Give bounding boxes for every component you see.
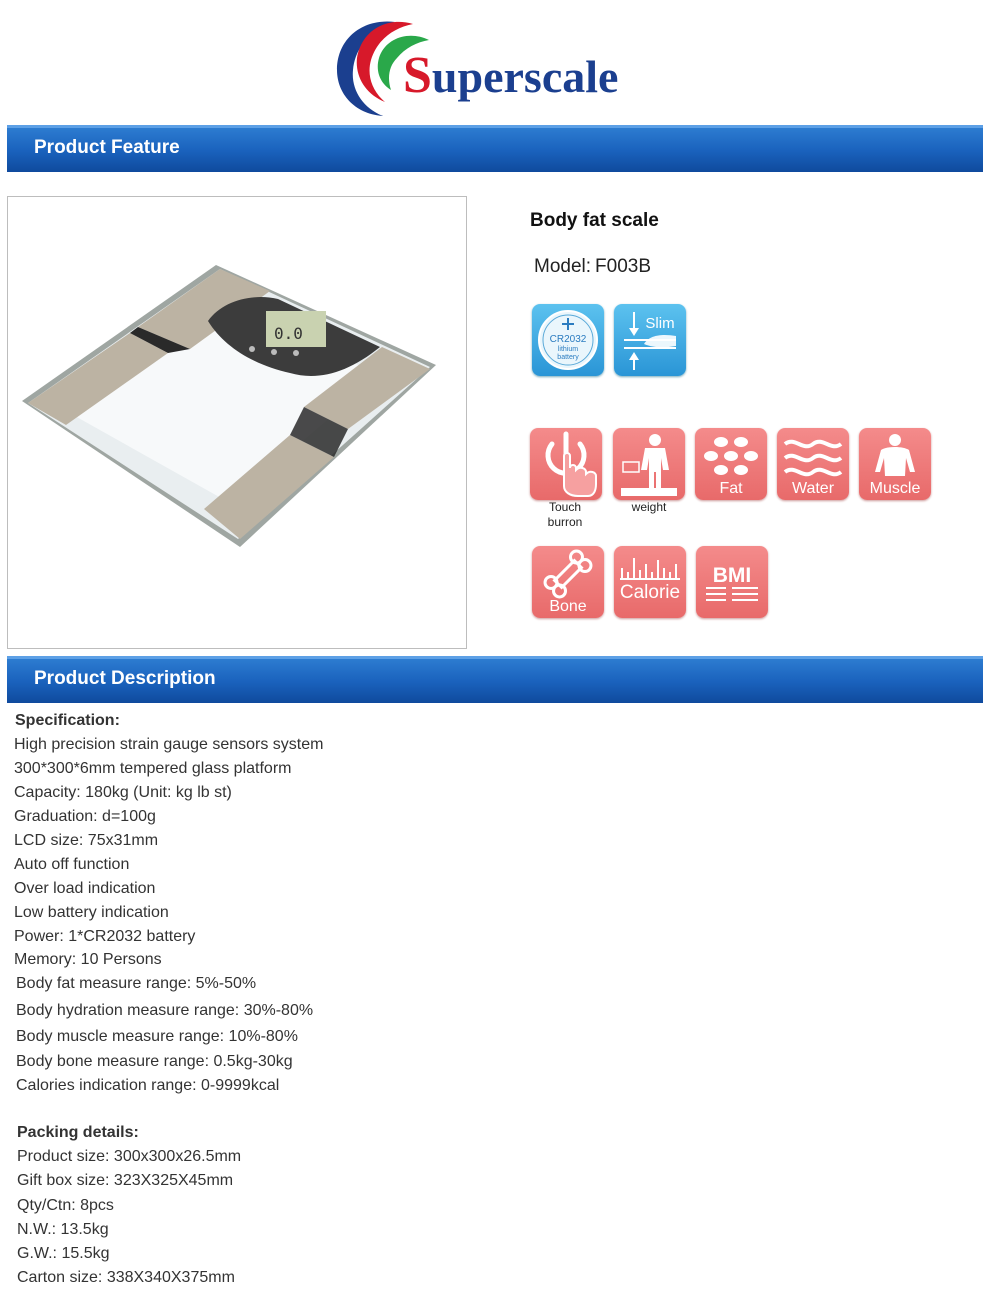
spec-line: Body bone measure range: 0.5kg-30kg — [16, 1053, 293, 1070]
bmi-icon — [696, 546, 768, 618]
calorie-label: Calorie — [619, 582, 681, 603]
packing-line: N.W.: 13.5kg — [17, 1221, 109, 1238]
spec-line: LCD size: 75x31mm — [14, 832, 159, 849]
touch-icon — [530, 428, 602, 500]
water-label: Water — [791, 480, 835, 497]
product-description-header — [7, 656, 983, 703]
weight-icon — [613, 428, 685, 500]
product-title: Body fat scale — [530, 210, 659, 231]
svg-text:battery: battery — [557, 354, 579, 361]
weight-caption: weight — [631, 500, 667, 514]
packing-heading: Packing details: — [17, 1124, 139, 1141]
battery-icon — [532, 304, 604, 376]
packing-line: G.W.: 15.5kg — [17, 1245, 110, 1262]
bone-label: Bone — [549, 598, 587, 615]
lcd-reading: 0.0 — [274, 324, 303, 343]
touch-button-badge — [530, 428, 602, 500]
fat-label: Fat — [719, 480, 743, 497]
spec-line: 300*300*6mm tempered glass platform — [14, 760, 292, 777]
battery-badge — [532, 304, 604, 376]
touch-caption: Touch burron — [547, 500, 583, 529]
spec-line: Body muscle measure range: 10%-80% — [16, 1028, 298, 1045]
slim-icon — [614, 304, 686, 376]
product-model: Model: F003B — [534, 256, 652, 277]
packing-line: Qty/Ctn: 8pcs — [17, 1197, 114, 1214]
svg-text:Slim: Slim — [645, 315, 675, 332]
spec-line: Capacity: 180kg (Unit: kg lb st) — [14, 784, 232, 801]
spec-line: Body fat measure range: 5%-50% — [16, 975, 257, 992]
product-image — [7, 196, 467, 649]
muscle-label: Muscle — [869, 480, 921, 497]
spec-line: Auto off function — [14, 856, 130, 873]
brand-logo — [333, 14, 663, 118]
scale-illustration-icon — [8, 197, 466, 648]
spec-line: Low battery indication — [14, 904, 169, 921]
packing-line: Carton size: 338X340X375mm — [17, 1269, 235, 1286]
fat-badge — [695, 428, 767, 500]
water-badge — [777, 428, 849, 500]
spec-line: Graduation: d=100g — [14, 808, 156, 825]
packing-line: Product size: 300x300x26.5mm — [17, 1148, 242, 1165]
weight-badge — [613, 428, 685, 500]
spec-line: Body hydration measure range: 30%-80% — [16, 1002, 314, 1019]
section-title: Product Feature — [34, 137, 180, 158]
spec-line: Calories indication range: 0-9999kcal — [16, 1077, 280, 1094]
product-feature-header — [7, 125, 983, 172]
slim-badge — [614, 304, 686, 376]
bone-badge — [532, 546, 604, 618]
spec-line: Over load indication — [14, 880, 156, 897]
spec-line: Memory: 10 Persons — [14, 951, 162, 968]
svg-text:CR2032: CR2032 — [549, 334, 587, 345]
brand-name: Superscale — [403, 47, 619, 104]
specification-heading: Specification: — [15, 712, 120, 729]
calorie-badge — [614, 546, 686, 618]
bmi-label: BMI — [712, 564, 752, 587]
spec-line: High precision strain gauge sensors system — [14, 736, 324, 753]
packing-line: Gift box size: 323X325X45mm — [17, 1172, 234, 1189]
bmi-badge — [696, 546, 768, 618]
muscle-badge — [859, 428, 931, 500]
calorie-icon — [614, 546, 686, 618]
section-title: Product Description — [34, 668, 216, 689]
svg-text:lithium: lithium — [557, 346, 579, 353]
spec-line: Power: 1*CR2032 battery — [14, 928, 196, 945]
